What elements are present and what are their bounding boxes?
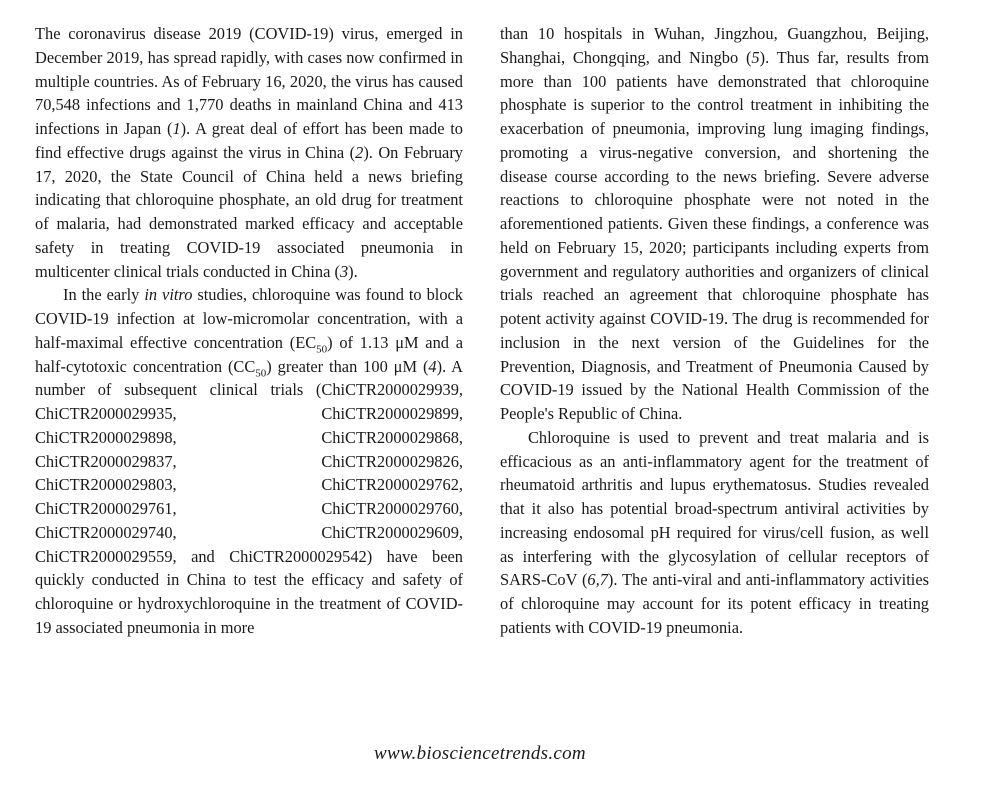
subscript-run: 50: [255, 366, 267, 379]
text-run: ) of 1.13 μM and a half-cytotoxic concentration (CC: [35, 332, 463, 376]
left-column: [35, 22, 463, 640]
body-paragraph: [35, 22, 463, 283]
text-run: than 10 hospitals in Wuhan, Jingzhou, Guangzhou, Beijing, Shanghai, Chongqing, and Ningbo (: [500, 24, 929, 67]
text-run: Chloroquine is used to prevent and treat malaria and is efficacious as an anti-inflammatory agent for the treatment of rheumatoid arthritis and lupus erythematosus. Studies revealed that it also has potential broad-spectrum antiviral activities by increasing endosomal pH required for virus/cell fusion, as well as interfering with the glycosylation of cellular receptors of SARS-CoV (: [500, 427, 929, 590]
body-paragraph: [500, 22, 929, 426]
italic-run: 5: [751, 47, 760, 67]
text-run: ). A number of subsequent clinical trials (ChiCTR2000029939, ChiCTR2000029935, ChiCTR2000029899, ChiCTR2000029898, ChiCTR2000029868, ChiCTR2000029837, ChiCTR2000029826, ChiCTR2000029803, ChiCTR2000029762, ChiCTR2000029761, ChiCTR2000029760, ChiCTR2000029740, ChiCTR2000029609, ChiCTR2000029559, and ChiCTR2000029542) have been quickly conducted in China to test the efficacy and safety of chloroquine or hydroxychloroquine in the treatment of COVID-19 associated pneumonia in more: [35, 356, 464, 637]
text-run: ).: [348, 261, 358, 281]
text-run: The coronavirus disease 2019 (COVID-19) virus, emerged in December 2019, has spread rapidly, with cases now confirmed in multiple countries. As of February 16, 2020, the virus has caused 70,548 infections and 1,770 deaths in mainland China and 413 infections in Japan (: [35, 24, 463, 138]
subscript-run: 50: [316, 343, 328, 356]
text-run: In the early: [63, 285, 145, 305]
right-column: [500, 22, 929, 640]
text-run: ). The anti-viral and anti-inflammatory activities of chloroquine may account for its potent efficacy in treating patients with COVID-19 pneumonia.: [500, 570, 929, 637]
journal-url-footer[interactable]: www.biosciencetrends.com: [374, 743, 586, 764]
text-run: ) greater than 100 μM (: [266, 356, 429, 376]
italic-run: in vitro: [144, 285, 193, 305]
text-run: ). A great deal of effort has been made to find effective drugs against the virus in China (: [35, 119, 463, 162]
text-run: studies, chloroquine was found to block COVID-19 infection at low-micromolar concentration, with a half-maximal effective concentration (EC: [35, 285, 463, 352]
text-run: ). On February 17, 2020, the State Council of China held a news briefing indicating that chloroquine phosphate, an old drug for treatment of malaria, had demonstrated marked efficacy and acceptable safety in treating COVID-19 associated pneumonia in multicenter clinical trials conducted in China (: [35, 142, 463, 281]
italic-run: 3: [339, 261, 349, 281]
italic-run: 4: [428, 356, 437, 376]
italic-run: 1: [172, 119, 181, 138]
italic-run: 6,7: [587, 570, 608, 590]
body-paragraph: [35, 283, 463, 639]
text-run: ). Thus far, results from more than 100 patients have demonstrated that chloroquine phosphate is superior to the control treatment in inhibiting the exacerbation of pneumonia, improving lung imaging findings, promoting a virus-negative conversion, and shortening the disease course according to the news briefing. Severe adverse reactions to chloroquine phosphate were not noted in the aforementioned patients. Given these findings, a conference was held on February 15, 2020; participants including experts from government and regulatory authorities and organizers of clinical trials reached an agreement that chloroquine phosphate has potent activity against COVID-19. The drug is recommended for inclusion in the next version of the Guidelines for the Prevention, Diagnosis, and Treatment of Pneumonia Caused by COVID-19 issued by the National Health Commission of the People's Republic of China.: [500, 47, 929, 423]
body-paragraph: [500, 426, 929, 640]
italic-run: 2: [355, 142, 364, 162]
